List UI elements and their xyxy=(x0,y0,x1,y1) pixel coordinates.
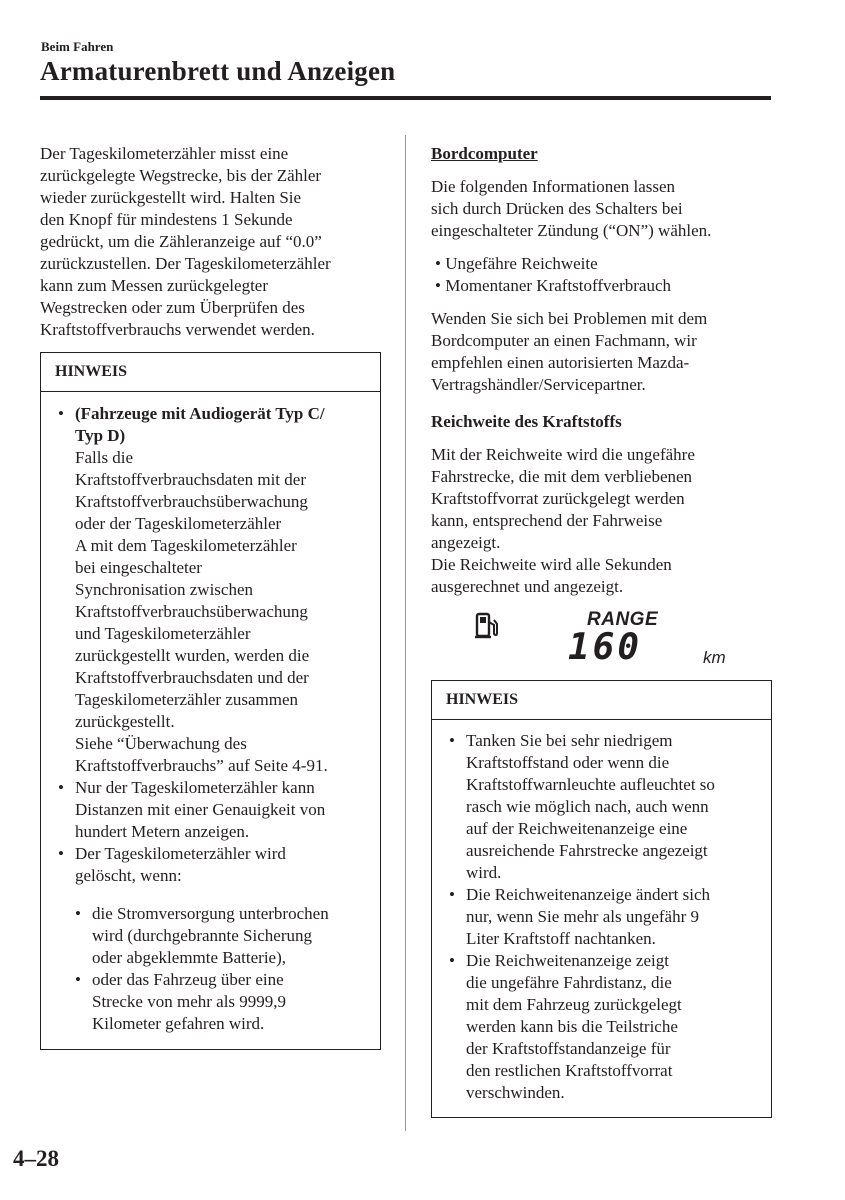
text-line: Kraftstoffverbrauchsdaten und der xyxy=(75,668,309,687)
note-item-title: (Fahrzeuge mit Audiogerät Typ C/ xyxy=(75,404,325,423)
text-line: Die folgenden Informationen lassen xyxy=(431,177,676,196)
text-line: eingeschalteter Zündung (“ON”) wählen. xyxy=(431,221,712,240)
section-label: Beim Fahren xyxy=(41,39,114,54)
note-item xyxy=(446,884,710,950)
bullet: • xyxy=(75,970,81,989)
text-line: Kraftstoffverbrauchs verwendet werden. xyxy=(40,320,315,339)
info-list xyxy=(431,253,776,297)
note-item-title: Typ D) xyxy=(75,426,126,445)
range-display xyxy=(431,604,771,668)
text-line: Falls die xyxy=(75,448,134,467)
text-line: Kraftstoffverbrauchsüberwachung xyxy=(75,602,308,621)
note-heading: HINWEIS xyxy=(41,353,380,392)
note-item xyxy=(446,950,682,1104)
text-line: oder der Tageskilometerzähler xyxy=(75,514,282,533)
text-line: Tanken Sie bei sehr niedrigem xyxy=(466,731,673,750)
right-column xyxy=(431,143,776,598)
bullet: • xyxy=(58,404,64,423)
fuel-pump-icon xyxy=(475,612,499,640)
text-line: wieder zurückgestellt wird. Halten Sie xyxy=(40,188,302,207)
bullet: • xyxy=(58,778,64,797)
text-line: Kraftstoffvorrat zurückgelegt werden xyxy=(431,489,685,508)
text-line: Mit der Reichweite wird die ungefähre xyxy=(431,445,695,464)
text-line: die ungefähre Fahrdistanz, die xyxy=(466,973,672,992)
text-line: Die Reichweitenanzeige ändert sich xyxy=(466,885,711,904)
text-line: Wegstrecken oder zum Überprüfen des xyxy=(40,298,305,317)
text-line: A mit dem Tageskilometerzähler xyxy=(75,536,297,555)
text-line: hundert Metern anzeigen. xyxy=(75,822,250,841)
note-subitem xyxy=(72,969,286,1035)
note-item xyxy=(55,403,328,777)
text-line: den restlichen Kraftstoffvorrat xyxy=(466,1061,673,1080)
text-line: gedrückt, um die Zähleranzeige auf “0.0” xyxy=(40,232,322,251)
text-line: Kraftstoffverbrauchs” auf Seite 4-91. xyxy=(75,756,328,775)
page-title: Armaturenbrett und Anzeigen xyxy=(40,56,396,86)
text-line: Bordcomputer an einen Fachmann, wir xyxy=(431,331,697,350)
text-line: Wenden Sie sich bei Problemen mit dem xyxy=(431,309,708,328)
text-line: zurückgestellt. xyxy=(75,712,175,731)
text-line: angezeigt. xyxy=(431,533,501,552)
text-line: werden kann bis die Teilstriche xyxy=(466,1017,678,1036)
text-line: Strecke von mehr als 9999,9 xyxy=(92,992,287,1011)
page-number: 4–28 xyxy=(13,1146,59,1171)
text-line: Vertragshändler/Servicepartner. xyxy=(431,375,646,394)
text-line: Der Tageskilometerzähler wird xyxy=(75,844,286,863)
bullet: • xyxy=(449,951,455,970)
note-item xyxy=(446,730,715,884)
text-line: Tageskilometerzähler zusammen xyxy=(75,690,299,709)
text-line: auf der Reichweitenanzeige eine xyxy=(466,819,688,838)
list-item: • Ungefähre Reichweite xyxy=(435,254,598,273)
text-line: mit dem Fahrzeug zurückgelegt xyxy=(466,995,682,1014)
text-line: gelöscht, wenn: xyxy=(75,866,182,885)
text-line: Der Tageskilometerzähler misst eine xyxy=(40,144,289,163)
contact-paragraph xyxy=(431,308,776,396)
note-item xyxy=(55,843,286,887)
text-line: ausgerechnet und angezeigt. xyxy=(431,577,624,596)
text-line: Fahrstrecke, die mit dem verbliebenen xyxy=(431,467,693,486)
text-line: Kraftstoffverbrauchsüberwachung xyxy=(75,492,308,511)
range-unit: km xyxy=(703,648,726,667)
text-line: Kraftstoffverbrauchsdaten mit der xyxy=(75,470,306,489)
section-heading-range: Reichweite des Kraftstoffs xyxy=(431,412,622,431)
trip-meter-paragraph xyxy=(40,143,385,341)
text-line: zurückgelegte Wegstrecke, bis der Zähler xyxy=(40,166,322,185)
text-line: oder abgeklemmte Batterie), xyxy=(92,948,286,967)
text-line: Kilometer gefahren wird. xyxy=(92,1014,265,1033)
text-line: rasch wie möglich nach, auch wenn xyxy=(466,797,709,816)
note-box-left xyxy=(40,352,381,1050)
text-line: oder das Fahrzeug über eine xyxy=(92,970,284,989)
text-line: und Tageskilometerzähler xyxy=(75,624,251,643)
bullet: • xyxy=(75,904,81,923)
text-line: zurückgestellt wurden, werden die xyxy=(75,646,310,665)
text-line: Kraftstoffstand oder wenn die xyxy=(466,753,670,772)
text-line: kann zum Messen zurückgelegter xyxy=(40,276,268,295)
text-line: Kraftstoffwarnleuchte aufleuchtet so xyxy=(466,775,715,794)
text-line: kann, entsprechend der Fahrweise xyxy=(431,511,663,530)
note-subitem xyxy=(72,903,329,969)
section-heading-bordcomputer: Bordcomputer xyxy=(431,144,538,163)
text-line: empfehlen einen autorisierten Mazda- xyxy=(431,353,690,372)
text-line: die Stromversorgung unterbrochen xyxy=(92,904,329,923)
text-line: nur, wenn Sie mehr als ungefähr 9 xyxy=(466,907,700,926)
text-line: Nur der Tageskilometerzähler kann xyxy=(75,778,315,797)
text-line: Die Reichweite wird alle Sekunden xyxy=(431,555,672,574)
range-value: 160 xyxy=(568,627,643,668)
bullet: • xyxy=(58,844,64,863)
note-heading: HINWEIS xyxy=(432,681,771,720)
note-box-right xyxy=(431,680,772,1118)
text-line: Siehe “Überwachung des xyxy=(75,734,247,753)
text-line: wird (durchgebrannte Sicherung xyxy=(92,926,312,945)
note-item xyxy=(55,777,325,843)
text-line: verschwinden. xyxy=(466,1083,565,1102)
text-line: Synchronisation zwischen xyxy=(75,580,253,599)
text-line: sich durch Drücken des Schalters bei xyxy=(431,199,683,218)
column-divider xyxy=(405,135,406,1131)
left-column xyxy=(40,143,385,341)
text-line: zurückzustellen. Der Tageskilometerzähler xyxy=(40,254,331,273)
text-line: bei eingeschalteter xyxy=(75,558,202,577)
list-item: • Momentaner Kraftstoffverbrauch xyxy=(435,276,671,295)
title-rule xyxy=(40,96,771,100)
text-line: der Kraftstoffstandanzeige für xyxy=(466,1039,671,1058)
text-line: Die Reichweitenanzeige zeigt xyxy=(466,951,669,970)
range-label: RANGE xyxy=(587,609,659,630)
text-line: Distanzen mit einer Genauigkeit von xyxy=(75,800,326,819)
text-line: Liter Kraftstoff nachtanken. xyxy=(466,929,656,948)
bullet: • xyxy=(449,731,455,750)
text-line: den Knopf für mindestens 1 Sekunde xyxy=(40,210,293,229)
range-paragraph xyxy=(431,444,776,598)
bullet: • xyxy=(449,885,455,904)
bordcomputer-paragraph xyxy=(431,176,776,242)
text-line: ausreichende Fahrstrecke angezeigt xyxy=(466,841,708,860)
text-line: wird. xyxy=(466,863,502,882)
